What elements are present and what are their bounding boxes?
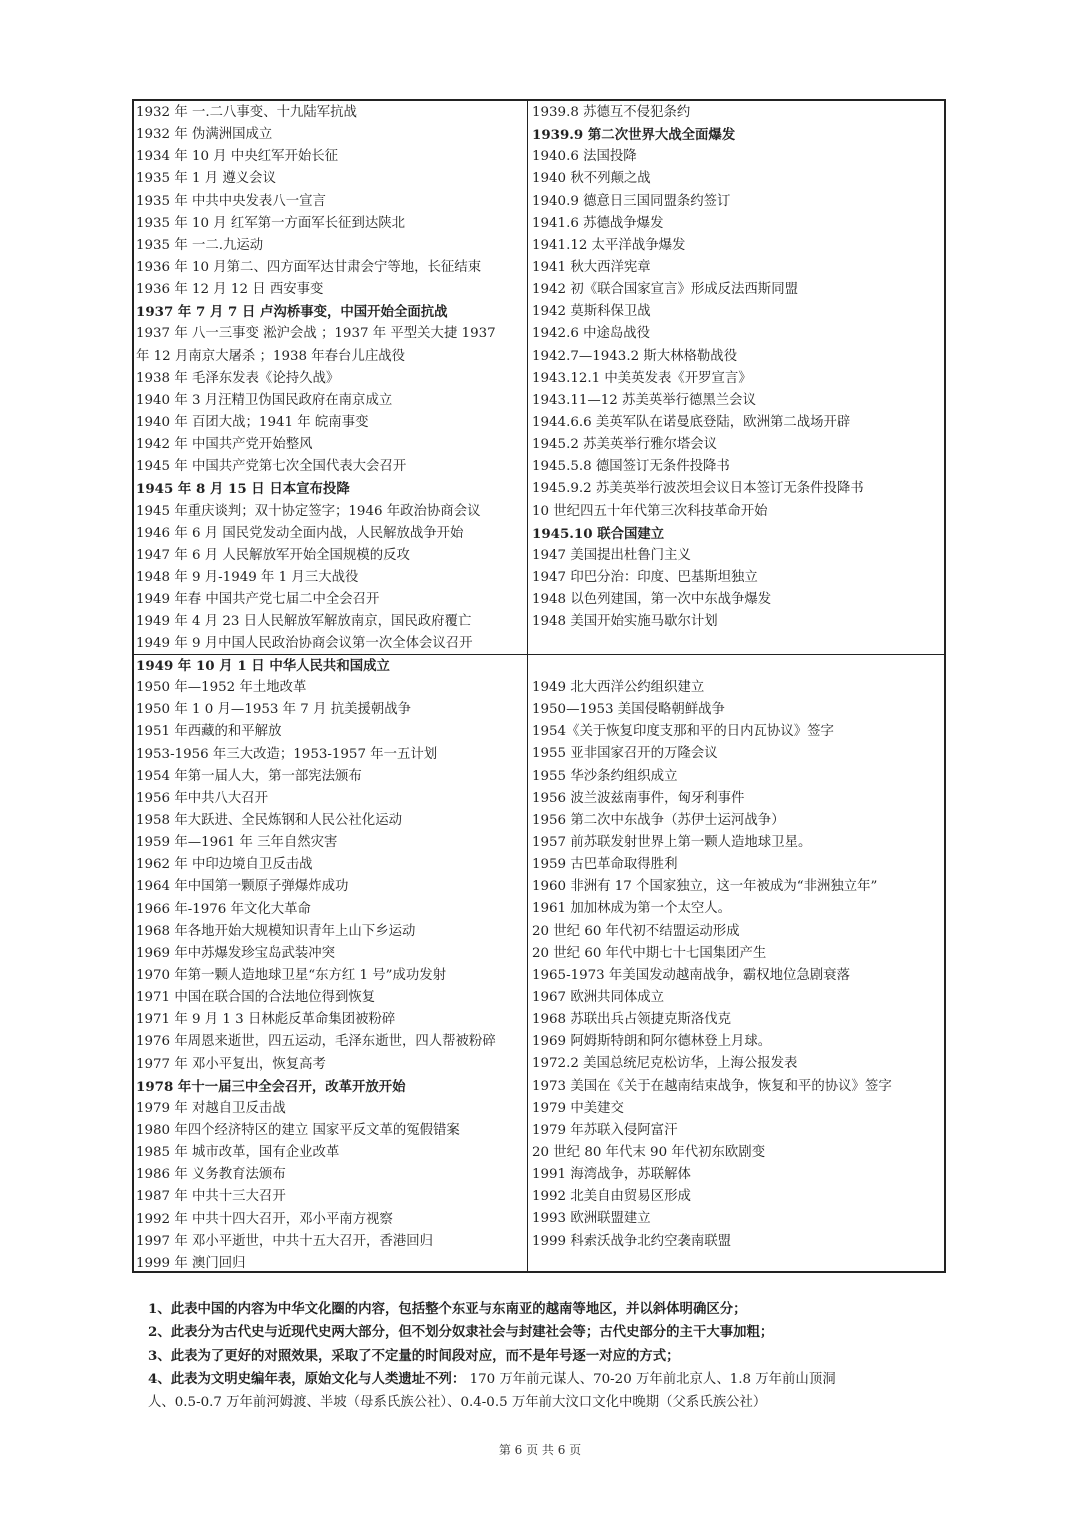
entry-text: 1962 年 中印边境自卫反击战 <box>136 857 313 873</box>
timeline-table <box>132 99 946 1273</box>
entry-text: 1971 年 9 月 1 3 日林彪反革命集团被粉碎 <box>136 1012 396 1028</box>
timeline-entry <box>148 1321 928 1344</box>
entry-text: 1971 中国在联合国的合法地位得到恢复 <box>136 990 376 1006</box>
timeline-entry <box>532 1164 942 1186</box>
timeline-entry <box>532 743 942 765</box>
timeline-entry <box>532 1031 942 1053</box>
entry-text: 1940.9 德意日三国同盟条约签订 <box>532 193 731 209</box>
timeline-entry <box>532 965 942 987</box>
entry-text: 1949 年 10 月 1 日 中华人民共和国成立 <box>136 658 390 674</box>
entry-text: 1942 初《联合国家宣言》形成反法西斯同盟 <box>532 282 798 298</box>
entry-text: 4、此表为文明史编年表，原始文化与人类遗址不列： <box>148 1371 466 1388</box>
entry-text: 1986 年 义务教育法颁布 <box>136 1167 286 1183</box>
timeline-entry <box>136 810 524 832</box>
timeline-entry <box>136 191 524 213</box>
timeline-entry <box>136 633 524 655</box>
timeline-entry <box>532 257 942 279</box>
entry-text: 1942.6 中途岛战役 <box>532 326 651 342</box>
entry-text: 1、此表中国的内容为中华文化圈的内容，包括整个东亚与东南亚的越南等地区，并以斜体明确区分； <box>148 1301 747 1317</box>
timeline-entry <box>136 124 524 146</box>
entry-text: 1978 年十一届三中全会召开，改革开放开始 <box>136 1078 406 1095</box>
entry-text: 1949 年 4 月 23 日人民解放军解放南京，国民政府覆亡 <box>136 614 472 630</box>
timeline-entry <box>532 832 942 854</box>
timeline-entry <box>136 1054 524 1076</box>
entry-text: 1938 年 毛泽东发表《论持久战》 <box>136 370 340 386</box>
entry-text: 1964 年中国第一颗原子弹爆炸成功 <box>136 879 349 895</box>
entry-text: 1945.2 苏美英举行雅尔塔会议 <box>532 437 718 453</box>
entry-text: 1969 阿姆斯特朗和阿尔德林登上月球。 <box>532 1034 772 1050</box>
entry-text: 20 世纪 60 年代中期七十七国集团产生 <box>532 945 767 961</box>
entry-text: 1939.8 苏德互不侵犯条约 <box>532 105 691 120</box>
timeline-entry <box>532 567 942 589</box>
entry-text: 年 12 月南京大屠杀 ；1938 年春台儿庄战役 <box>136 348 406 364</box>
entry-text: 1954 年第一届人大，第一部宪法颁布 <box>136 768 362 784</box>
entry-text: 1947 年 6 月 人民解放军开始全国规模的反攻 <box>136 547 410 563</box>
timeline-entry <box>136 1076 524 1098</box>
timeline-entry <box>136 523 524 545</box>
entry-text: 1949 年 9 月中国人民政治协商会议第一次全体会议召开 <box>136 636 473 652</box>
timeline-entry <box>136 1186 524 1208</box>
timeline-entry <box>532 589 942 611</box>
page-footer: 第 6 页 共 6 页 <box>498 1443 582 1457</box>
notes-section <box>148 1298 928 1414</box>
timeline-entry <box>136 876 524 898</box>
timeline-entry <box>136 434 524 456</box>
timeline-entry <box>136 168 524 190</box>
timeline-entry <box>136 655 524 677</box>
timeline-entry <box>136 545 524 567</box>
entry-text: 1969 年中苏爆发珍宝岛武装冲突 <box>136 945 336 961</box>
timeline-entry <box>136 832 524 854</box>
entry-text: 1935 年 10 月 红军第一方面军长征到达陕北 <box>136 215 406 231</box>
entry-text: 1939.9 第二次世界大战全面爆发 <box>532 127 736 144</box>
timeline-entry <box>532 987 942 1009</box>
entry-text: 1946 年 6 月 国民党发动全面内战，人民解放战争开始 <box>136 525 464 541</box>
timeline-entry <box>136 412 524 434</box>
entry-text: 1985 年 城市改革，国有企业改革 <box>136 1145 340 1161</box>
timeline-entry <box>532 854 942 876</box>
timeline-entry <box>136 323 524 345</box>
timeline-entry <box>532 456 942 478</box>
timeline-entry <box>532 1120 942 1142</box>
timeline-entry <box>148 1345 928 1368</box>
entry-text: 1949 北大西洋公约组织建立 <box>532 680 705 695</box>
timeline-entry <box>136 1231 524 1253</box>
timeline-entry <box>532 168 942 190</box>
timeline-entry <box>532 921 942 943</box>
entry-text: 1937 年 八一三事变 淞沪会战 ；1937 年 平型关大捷 1937 <box>136 326 496 342</box>
entry-text: 1999 年 澳门回归 <box>136 1255 246 1271</box>
timeline-entry <box>136 456 524 478</box>
entry-text: 1948 年 9 月-1949 年 1 月三大战役 <box>136 569 359 585</box>
entry-text: 1935 年 一二.九运动 <box>136 237 264 253</box>
china-column-top <box>136 102 524 656</box>
timeline-entry <box>532 191 942 213</box>
entry-text: 1947 美国提出杜鲁门主义 <box>532 547 691 563</box>
timeline-entry <box>136 699 524 721</box>
entry-text: 1948 以色列建国，第一次中东战争爆发 <box>532 592 772 608</box>
timeline-entry <box>136 788 524 810</box>
timeline-entry <box>136 279 524 301</box>
entry-text: 1970 年第一颗人造地球卫星“东方红 1 号”成功发射 <box>136 967 447 983</box>
entry-text: 1932 年 伪满洲国成立 <box>136 127 273 143</box>
entry-text: 1968 年各地开始大规模知识青年上山下乡运动 <box>136 923 416 939</box>
entry-text: 1957 前苏联发射世界上第一颗人造地球卫星。 <box>532 834 812 850</box>
entry-text: 1976 年周恩来逝世，四五运动，毛泽东逝世，四人帮被粉碎 <box>136 1034 496 1050</box>
timeline-entry <box>136 146 524 168</box>
timeline-entry <box>532 279 942 301</box>
timeline-entry <box>532 323 942 345</box>
entry-text: 1945 年 中国共产党第七次全国代表大会召开 <box>136 459 407 475</box>
timeline-entry <box>136 1120 524 1142</box>
timeline-entry <box>532 898 942 920</box>
entry-text: 1942 年 中国共产党开始整风 <box>136 437 313 453</box>
timeline-entry <box>136 611 524 633</box>
timeline-entry <box>136 235 524 257</box>
timeline-entry <box>532 301 942 323</box>
entry-text: 1950 年 1 0 月—1953 年 7 月 抗美援朝战争 <box>136 702 412 718</box>
timeline-entry <box>148 1392 928 1414</box>
timeline-entry <box>136 478 524 500</box>
entry-text: 3、此表为了更好的对照效果，采取了不定量的时间段对应，而不是年号逐一对应的方式； <box>148 1347 680 1364</box>
timeline-entry <box>136 368 524 390</box>
entry-text: 1932 年 一.二八事变、十九陆军抗战 <box>136 105 357 120</box>
timeline-entry <box>532 434 942 456</box>
entry-text: 1977 年 邓小平复出，恢复高考 <box>136 1056 326 1072</box>
entry-text: 1935 年 1 月 遵义会议 <box>136 171 276 187</box>
timeline-entry <box>532 766 942 788</box>
timeline-entry <box>532 412 942 434</box>
entry-text: 1966 年-1976 年文化大革命 <box>136 901 311 917</box>
timeline-entry <box>532 611 942 633</box>
entry-text: 1945.10 联合国建立 <box>532 525 665 542</box>
timeline-entry <box>136 1098 524 1120</box>
timeline-entry <box>532 124 942 146</box>
entry-text: 1965-1973 年美国发动越南战争，霸权地位急剧衰落 <box>532 967 850 983</box>
entry-text: 1956 波兰波兹南事件，匈牙利事件 <box>532 790 745 806</box>
timeline-entry <box>532 677 942 699</box>
timeline-entry <box>532 213 942 235</box>
entry-text: 1942.7—1943.2 斯大林格勒战役 <box>532 348 738 364</box>
entry-text: 1941.6 苏德战争爆发 <box>532 215 664 231</box>
timeline-entry <box>136 1009 524 1031</box>
entry-text: 1959 古巴革命取得胜利 <box>532 857 678 873</box>
entry-text: 1945.9.2 苏美英举行波茨坦会议日本签订无条件投降书 <box>532 481 864 497</box>
timeline-entry <box>532 1142 942 1164</box>
entry-text: 1955 亚非国家召开的万隆会议 <box>532 746 718 762</box>
entry-text: 1956 第二次中东战争（苏伊士运河战争） <box>532 812 785 828</box>
timeline-entry <box>136 987 524 1009</box>
timeline-entry <box>136 213 524 235</box>
timeline-entry <box>532 235 942 257</box>
timeline-entry <box>136 677 524 699</box>
entry-text: 1954《关于恢复印度支那和平的日内瓦协议》签字 <box>532 724 834 740</box>
entry-text: 1992 北美自由贸易区形成 <box>532 1189 691 1205</box>
entry-text: 1940 秋不列颠之战 <box>532 171 651 187</box>
entry-text: 1934 年 10 月 中央红军开始长征 <box>136 149 339 165</box>
timeline-entry <box>136 744 524 766</box>
entry-text: 1945 年重庆谈判；双十协定签字；1946 年政治协商会议 <box>136 503 481 519</box>
timeline-entry <box>136 102 524 124</box>
entry-text: 1945.5.8 德国签订无条件投降书 <box>532 459 730 475</box>
timeline-entry <box>136 943 524 965</box>
entry-text: 1935 年 中共中央发表八一宣言 <box>136 193 326 209</box>
timeline-entry <box>532 810 942 832</box>
entry-text: 1945 年 8 月 15 日 日本宣布投降 <box>136 481 350 498</box>
entry-text: 1936 年 12 月 12 日 西安事变 <box>136 282 324 298</box>
timeline-entry <box>136 1142 524 1164</box>
entry-text: 1972.2 美国总统尼克松访华，上海公报发表 <box>532 1056 798 1072</box>
entry-text: 1948 美国开始实施马歇尔计划 <box>532 614 718 630</box>
entry-text: 1955 华沙条约组织成立 <box>532 768 678 784</box>
timeline-entry <box>532 699 942 721</box>
entry-text: 1936 年 10 月第二、四方面军达甘肃会宁等地，长征结束 <box>136 259 482 275</box>
timeline-entry <box>532 146 942 168</box>
entry-text: 1993 欧洲联盟建立 <box>532 1211 651 1227</box>
entry-text: 1941 秋大西洋宪章 <box>532 259 651 275</box>
column-divider <box>527 101 528 1271</box>
entry-text-rest: 170 万年前元谋人、70-20 万年前北京人、1.8 万年前山顶洞 <box>465 1372 836 1388</box>
entry-text: 1999 科索沃战争北约空袭南联盟 <box>532 1233 732 1249</box>
timeline-entry <box>136 1164 524 1186</box>
timeline-entry <box>136 390 524 412</box>
world-column-bottom <box>532 677 942 1253</box>
entry-text: 1980 年四个经济特区的建立 国家平反文革的冤假错案 <box>136 1122 460 1138</box>
entry-text: 1973 美国在《关于在越南结束战争，恢复和平的协议》签字 <box>532 1078 892 1094</box>
timeline-entry <box>136 1253 524 1275</box>
entry-text: 1961 加加林成为第一个太空人。 <box>532 901 732 917</box>
entry-text: 20 世纪 60 年代初不结盟运动形成 <box>532 923 740 939</box>
timeline-entry <box>532 346 942 368</box>
timeline-entry <box>136 921 524 943</box>
world-column-top <box>532 102 942 633</box>
timeline-entry <box>136 965 524 987</box>
timeline-entry <box>532 876 942 898</box>
entry-text: 1979 年 对越自卫反击战 <box>136 1100 286 1116</box>
entry-text: 1959 年—1961 年 三年自然灾害 <box>136 835 338 851</box>
entry-text: 1991 海湾战争，苏联解体 <box>532 1167 691 1183</box>
timeline-entry <box>532 1208 942 1230</box>
entry-text: 1940.6 法国投降 <box>532 149 637 165</box>
entry-text: 1958 年大跃进、全民炼钢和人民公社化运动 <box>136 812 402 828</box>
timeline-entry <box>532 523 942 545</box>
entry-text: 1944.6.6 美英军队在诺曼底登陆，欧洲第二战场开辟 <box>532 414 851 430</box>
entry-text: 1941.12 太平洋战争爆发 <box>532 237 686 253</box>
entry-text: 1968 苏联出兵占领捷克斯洛伐克 <box>532 1012 732 1028</box>
entry-text: 1953-1956 年三大改造；1953-1957 年一五计划 <box>136 746 438 762</box>
timeline-entry <box>532 721 942 743</box>
entry-text: 1949 年春 中国共产党七届二中全会召开 <box>136 592 380 608</box>
timeline-entry <box>532 501 942 523</box>
entry-text: 1937 年 7 月 7 日 卢沟桥事变，中国开始全面抗战 <box>136 304 448 321</box>
entry-text: 2、此表分为古代史与近现代史两大部分，但不划分奴隶社会与封建社会等；古代史部分的主干大事加粗； <box>148 1324 774 1341</box>
entry-text: 1956 年中共八大召开 <box>136 790 269 806</box>
timeline-entry <box>136 567 524 589</box>
entry-text: 1947 印巴分治：印度、巴基斯坦独立 <box>532 569 758 585</box>
timeline-entry <box>532 1053 942 1075</box>
entry-text: 1940 年 百团大战；1941 年 皖南事变 <box>136 414 369 430</box>
entry-text: 1943.11—12 苏美英举行德黑兰会议 <box>532 392 756 408</box>
entry-text: 人、0.5-0.7 万年前河姆渡、半坡（母系氏族公社）、0.4-0.5 万年前大汶口文化中晚期（父系氏族公社） <box>148 1394 767 1410</box>
entry-text: 1943.12.1 中美英发表《开罗宣言》 <box>532 370 752 386</box>
timeline-entry <box>136 1209 524 1231</box>
timeline-entry <box>136 589 524 611</box>
entry-text: 1992 年 中共十四大召开，邓小平南方视察 <box>136 1211 393 1227</box>
entry-text: 1950—1953 美国侵略朝鲜战争 <box>532 702 725 718</box>
entry-text: 1942 莫斯科保卫战 <box>532 304 651 320</box>
timeline-entry <box>532 1009 942 1031</box>
timeline-entry <box>532 1076 942 1098</box>
entry-text: 1987 年 中共十三大召开 <box>136 1189 286 1205</box>
timeline-entry <box>136 1031 524 1053</box>
entry-text: 1979 中美建交 <box>532 1100 624 1116</box>
timeline-entry <box>136 899 524 921</box>
entry-text: 1950 年—1952 年土地改革 <box>136 680 307 696</box>
china-column-bottom <box>136 655 524 1275</box>
timeline-entry <box>136 721 524 743</box>
entry-text: 20 世纪 80 年代末 90 年代初东欧剧变 <box>532 1144 766 1160</box>
timeline-entry <box>532 1186 942 1208</box>
timeline-entry <box>136 854 524 876</box>
timeline-entry <box>532 1098 942 1120</box>
timeline-entry <box>532 545 942 567</box>
timeline-entry <box>148 1368 928 1391</box>
entry-text: 1960 非洲有 17 个国家独立，这一年被成为“非洲独立年” <box>532 879 878 895</box>
entry-text: 1997 年 邓小平逝世，中共十五大召开，香港回归 <box>136 1233 434 1249</box>
timeline-entry <box>136 301 524 323</box>
timeline-entry <box>136 501 524 523</box>
timeline-entry <box>532 943 942 965</box>
timeline-entry <box>532 390 942 412</box>
timeline-entry <box>136 766 524 788</box>
entry-text: 1979 年苏联入侵阿富汗 <box>532 1122 678 1138</box>
entry-text: 1940 年 3 月汪精卫伪国民政府在南京成立 <box>136 392 393 408</box>
entry-text: 10 世纪四五十年代第三次科技革命开始 <box>532 503 768 519</box>
entry-text: 1967 欧洲共同体成立 <box>532 989 665 1005</box>
timeline-entry <box>532 478 942 500</box>
timeline-entry <box>532 102 942 124</box>
timeline-entry <box>148 1298 928 1321</box>
entry-text: 1951 年西藏的和平解放 <box>136 724 282 740</box>
timeline-entry <box>136 346 524 368</box>
timeline-entry <box>532 788 942 810</box>
timeline-entry <box>532 368 942 390</box>
timeline-entry <box>532 1231 942 1253</box>
timeline-entry <box>136 257 524 279</box>
